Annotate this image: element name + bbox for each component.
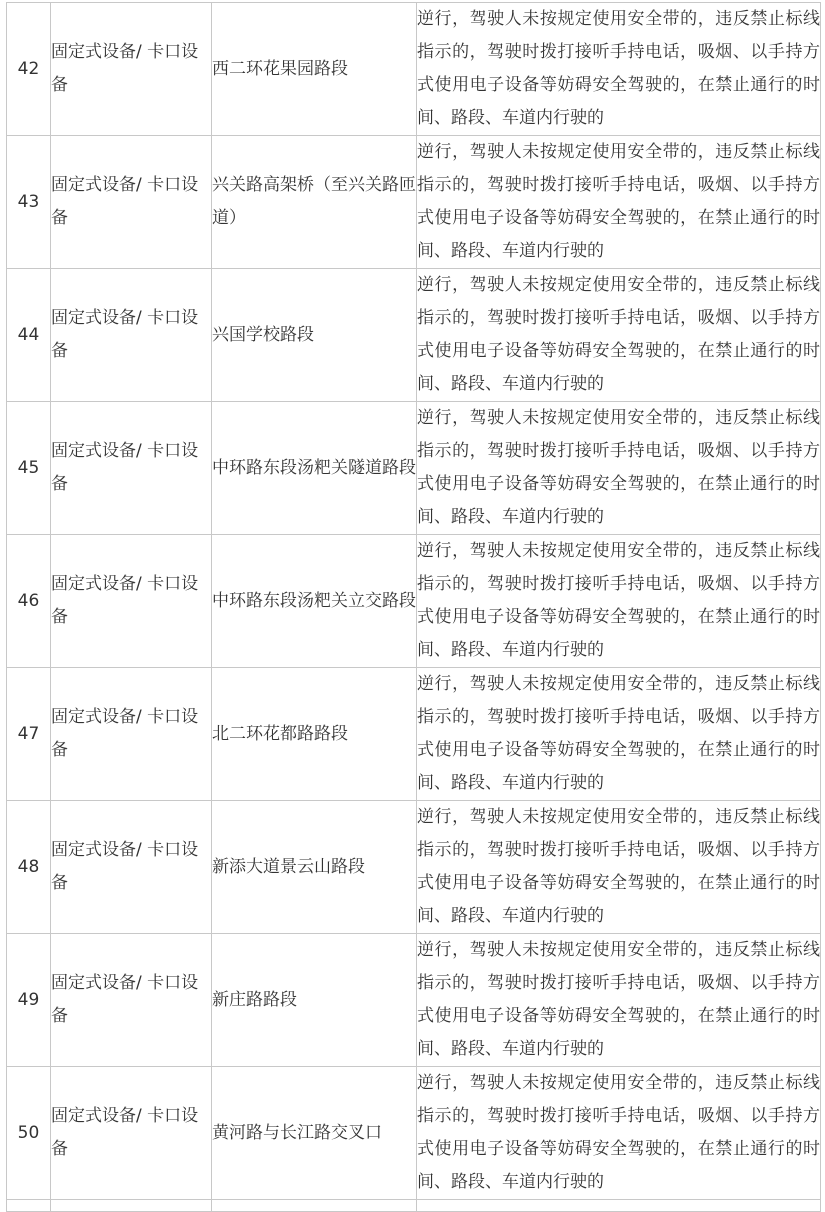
row-number: 45 [7,402,51,535]
table-row [7,136,821,269]
device-type: 固定式设备/ 卡口设备 [51,535,212,668]
violation-description: 逆行，驾驶人未按规定使用安全带的，违反禁止标线指示的，驾驶时拨打接听手持电话，吸烟、以手持方式使用电子设备等妨碍安全驾驶的，在禁止通行的时间、路段、车道内行驶的 [417,535,821,668]
location: 黄河路与长江路交叉口 [212,1067,417,1200]
location [212,1200,417,1212]
device-type: 固定式设备/ 卡口设备 [51,934,212,1067]
row-number: 50 [7,1067,51,1200]
location: 新添大道景云山路段 [212,801,417,934]
violation-description: 逆行，驾驶人未按规定使用安全带的，违反禁止标线指示的，驾驶时拨打接听手持电话，吸烟、以手持方式使用电子设备等妨碍安全驾驶的，在禁止通行的时间、路段、车道内行驶的 [417,801,821,934]
row-number: 47 [7,668,51,801]
table-row [7,801,821,934]
table-row [7,1067,821,1200]
device-type: 固定式设备/ 卡口设备 [51,668,212,801]
enforcement-table-body [7,3,821,1212]
table-row [7,3,821,136]
location: 西二环花果园路段 [212,3,417,136]
table-row [7,269,821,402]
location: 中环路东段汤粑关隧道路段 [212,402,417,535]
table-row [7,535,821,668]
violation-description [417,1200,821,1212]
violation-description: 逆行，驾驶人未按规定使用安全带的，违反禁止标线指示的，驾驶时拨打接听手持电话，吸烟、以手持方式使用电子设备等妨碍安全驾驶的，在禁止通行的时间、路段、车道内行驶的 [417,402,821,535]
violation-description: 逆行，驾驶人未按规定使用安全带的，违反禁止标线指示的，驾驶时拨打接听手持电话，吸烟、以手持方式使用电子设备等妨碍安全驾驶的，在禁止通行的时间、路段、车道内行驶的 [417,1067,821,1200]
device-type: 固定式设备/ 卡口设备 [51,136,212,269]
row-number: 49 [7,934,51,1067]
location: 兴国学校路段 [212,269,417,402]
row-number: 46 [7,535,51,668]
row-number: 44 [7,269,51,402]
table-row [7,934,821,1067]
location: 兴关路高架桥（至兴关路匝道） [212,136,417,269]
violation-description: 逆行，驾驶人未按规定使用安全带的，违反禁止标线指示的，驾驶时拨打接听手持电话，吸烟、以手持方式使用电子设备等妨碍安全驾驶的，在禁止通行的时间、路段、车道内行驶的 [417,668,821,801]
location: 新庄路路段 [212,934,417,1067]
row-number: 43 [7,136,51,269]
violation-description: 逆行，驾驶人未按规定使用安全带的，违反禁止标线指示的，驾驶时拨打接听手持电话，吸烟、以手持方式使用电子设备等妨碍安全驾驶的，在禁止通行的时间、路段、车道内行驶的 [417,136,821,269]
violation-description: 逆行，驾驶人未按规定使用安全带的，违反禁止标线指示的，驾驶时拨打接听手持电话，吸烟、以手持方式使用电子设备等妨碍安全驾驶的，在禁止通行的时间、路段、车道内行驶的 [417,3,821,136]
device-type: 固定式设备/ 卡口设备 [51,801,212,934]
row-number [7,1200,51,1212]
enforcement-table [6,2,821,1212]
row-number: 42 [7,3,51,136]
device-type: 固定式设备/ 卡口设备 [51,1067,212,1200]
device-type: 固定式设备/ 卡口设备 [51,402,212,535]
device-type: 固定式设备/ 卡口设备 [51,3,212,136]
row-number: 48 [7,801,51,934]
location: 北二环花都路路段 [212,668,417,801]
table-row [7,668,821,801]
table-row-partial [7,1200,821,1212]
device-type [51,1200,212,1212]
violation-description: 逆行，驾驶人未按规定使用安全带的，违反禁止标线指示的，驾驶时拨打接听手持电话，吸烟、以手持方式使用电子设备等妨碍安全驾驶的，在禁止通行的时间、路段、车道内行驶的 [417,934,821,1067]
location: 中环路东段汤粑关立交路段 [212,535,417,668]
device-type: 固定式设备/ 卡口设备 [51,269,212,402]
violation-description: 逆行，驾驶人未按规定使用安全带的，违反禁止标线指示的，驾驶时拨打接听手持电话，吸烟、以手持方式使用电子设备等妨碍安全驾驶的，在禁止通行的时间、路段、车道内行驶的 [417,269,821,402]
table-row [7,402,821,535]
